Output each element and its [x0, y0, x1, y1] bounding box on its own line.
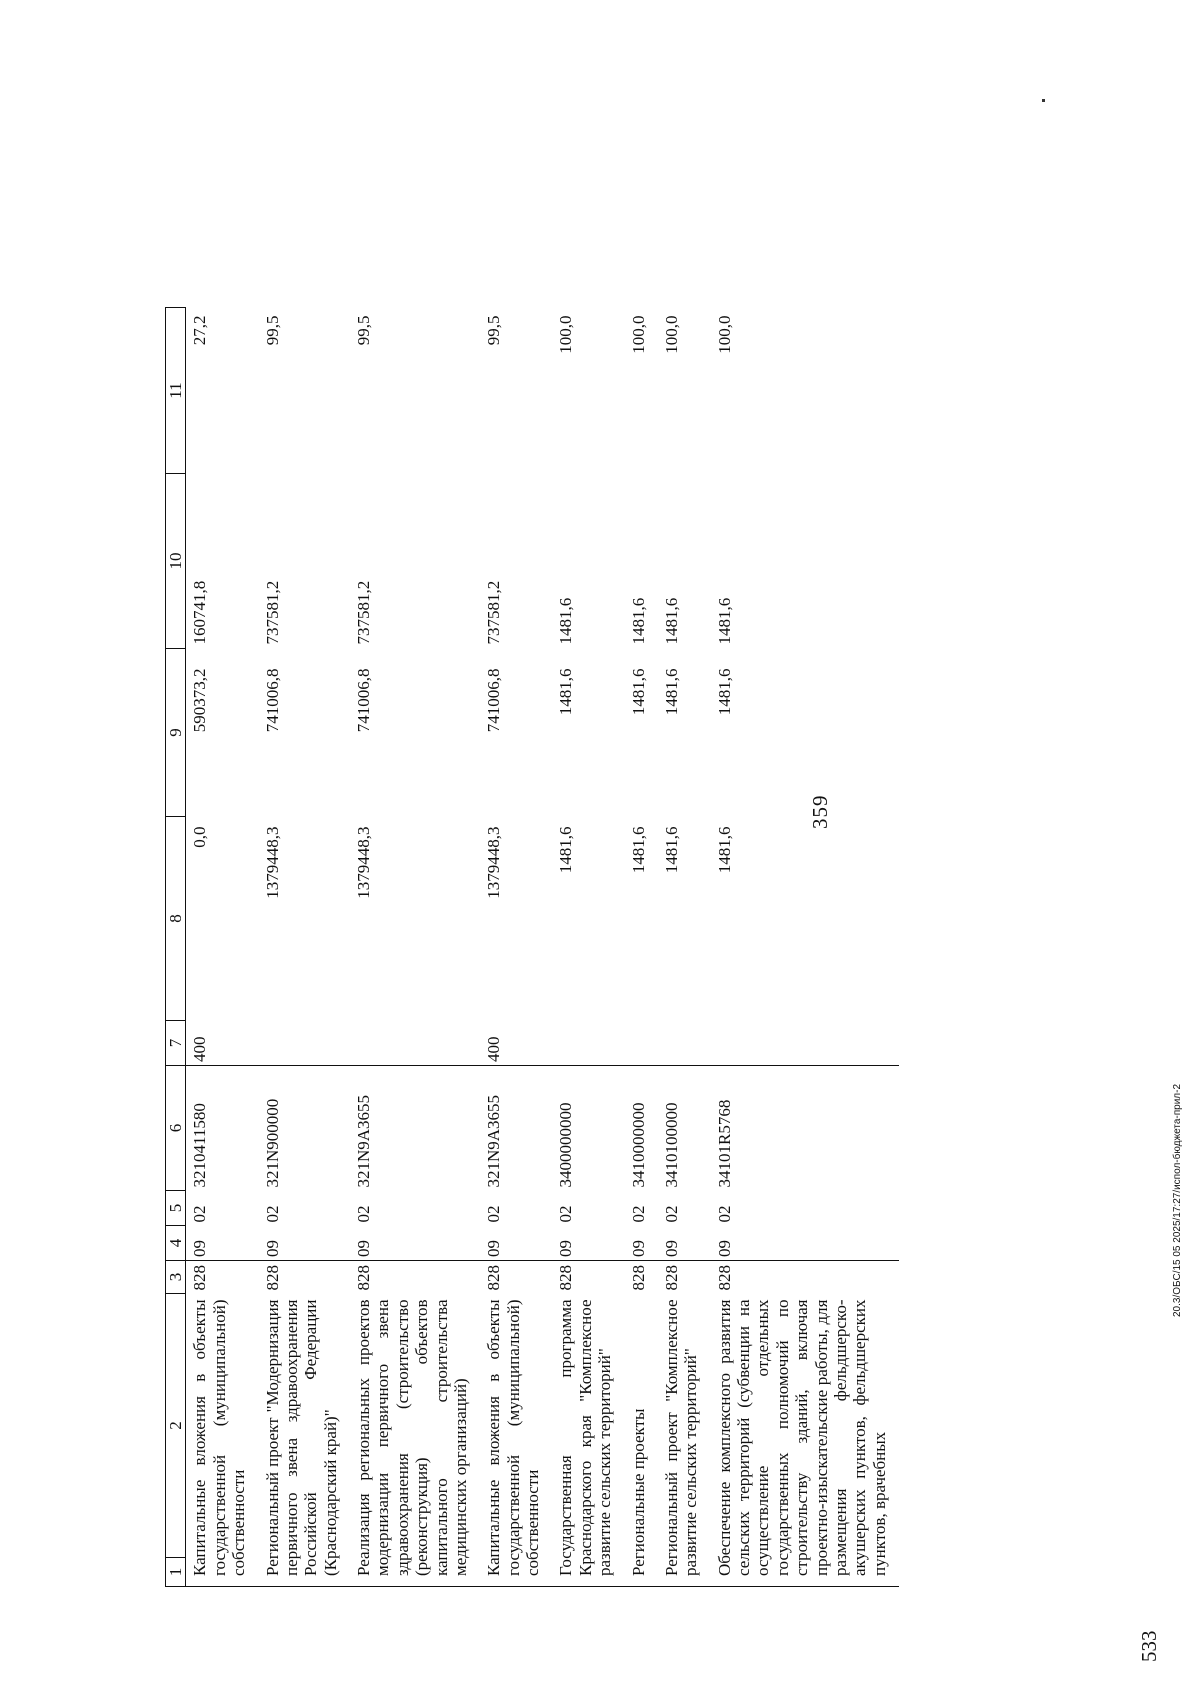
- row-name: Капитальные вложения в объекты государственной (муниципальной) собственности: [186, 1294, 259, 1587]
- row-name: Региональные проекты: [625, 1294, 658, 1587]
- cell-col9: 1481,6: [661, 668, 681, 716]
- cell-col6: 3410000000: [628, 1102, 648, 1188]
- cell-col9: 1481,6: [628, 668, 648, 716]
- cell-col3: 828: [552, 1261, 624, 1294]
- cell-col3: 828: [259, 1261, 351, 1294]
- cell-col3: 828: [625, 1261, 658, 1294]
- col-header-1: 1: [166, 1558, 186, 1587]
- cell-col10: 1481,6: [556, 597, 576, 645]
- cell-col7: 400: [480, 1021, 552, 1066]
- cell-col10: 737581,2: [262, 580, 282, 645]
- cell-col5: 02: [484, 1205, 504, 1223]
- table-row: [658, 308, 711, 1587]
- cell-col5: 02: [262, 1205, 282, 1223]
- row-name: Государственная программа Краснодарского края "Комплексное развитие сельских территорий": [552, 1294, 624, 1587]
- header-row: [166, 308, 186, 1587]
- cell-col6: 321N9A3655: [354, 1094, 373, 1188]
- cell-col4: 09: [556, 1240, 576, 1257]
- cell-col7: [259, 1021, 351, 1066]
- cell-col4: 09: [262, 1240, 282, 1257]
- table-row: [186, 308, 259, 1587]
- cell-col4: 09: [190, 1240, 210, 1257]
- cell-col7: 400: [186, 1021, 259, 1066]
- table-row: [711, 308, 899, 1587]
- cell-col3: 828: [711, 1261, 899, 1294]
- cell-col9: 741006,8: [354, 668, 373, 733]
- col-header-7: 7: [166, 1021, 186, 1066]
- page-number-bottom: 533: [1137, 1630, 1161, 1662]
- cell-col8: 1379448,3: [262, 826, 282, 899]
- cell-col3: 828: [350, 1261, 480, 1294]
- col-header-10: 10: [166, 474, 186, 649]
- cell-col11: 99,5: [484, 315, 504, 346]
- cell-col10: 1481,6: [661, 597, 681, 645]
- cell-col4: 09: [484, 1240, 504, 1257]
- cell-col4: 09: [628, 1240, 648, 1257]
- row-name: Капитальные вложения в объекты государственной (муниципальной) собственности: [480, 1294, 552, 1587]
- cell-col6: 34101R5768: [714, 1099, 734, 1188]
- footer-code: 20.3/ОБС/15 05 2025/17:27/испол-бюджета-прил-2: [1172, 1083, 1183, 1317]
- row-name: Региональный проект "Комплексное развитие сельских территорий": [658, 1294, 711, 1587]
- cell-col8: 1379448,3: [484, 826, 504, 899]
- cell-col5: 02: [556, 1205, 576, 1223]
- cell-col7: [350, 1021, 480, 1066]
- cell-col9: 1481,6: [714, 668, 734, 716]
- col-header-8: 8: [166, 817, 186, 1021]
- cell-col8: 1481,6: [628, 826, 648, 874]
- cell-col5: 02: [190, 1205, 210, 1223]
- cell-col11: 99,5: [262, 315, 282, 346]
- cell-col6: 321N9A3655: [484, 1094, 504, 1188]
- cell-col10: 160741,8: [190, 580, 210, 645]
- scan-mark: [1042, 99, 1045, 102]
- cell-col8: 0,0: [190, 826, 210, 848]
- cell-col9: 741006,8: [484, 668, 504, 733]
- table-row: [480, 308, 552, 1587]
- cell-col8: 1481,6: [661, 826, 681, 874]
- cell-col6: 321N900000: [262, 1098, 282, 1188]
- cell-col11: 100,0: [628, 315, 648, 354]
- col-header-2: 2: [166, 1294, 186, 1558]
- table-row: [552, 308, 624, 1587]
- cell-col11: 27,2: [190, 315, 210, 346]
- cell-col5: 02: [628, 1205, 648, 1223]
- cell-col8: 1481,6: [556, 826, 576, 874]
- cell-col3: 828: [658, 1261, 711, 1294]
- cell-col10: 737581,2: [354, 580, 373, 645]
- table-row: [350, 308, 480, 1587]
- col-header-11: 11: [166, 308, 186, 474]
- cell-col4: 09: [661, 1240, 681, 1257]
- row-name: Региональный проект "Модернизация первичного звена здравоохранения Российской Федерации (Краснодарский край)": [259, 1294, 351, 1587]
- cell-col8: 1481,6: [714, 826, 734, 874]
- col-header-3: 3: [166, 1261, 186, 1294]
- table-row: [259, 308, 351, 1587]
- cell-col11: 99,5: [354, 315, 373, 346]
- cell-col9: 590373,2: [190, 668, 210, 733]
- cell-col11: 100,0: [556, 315, 576, 354]
- cell-col7: [658, 1021, 711, 1066]
- cell-col10: 1481,6: [714, 597, 734, 645]
- cell-col10: 1481,6: [628, 597, 648, 645]
- cell-col4: 09: [714, 1240, 734, 1257]
- cell-col5: 02: [714, 1205, 734, 1223]
- table-row: [625, 308, 658, 1587]
- cell-col9: 1481,6: [556, 668, 576, 716]
- budget-table: [165, 307, 899, 1587]
- cell-col11: 100,0: [714, 315, 734, 354]
- col-header-5: 5: [166, 1191, 186, 1226]
- cell-col7: [552, 1021, 624, 1066]
- cell-col7: [625, 1021, 658, 1066]
- table-body: [186, 308, 899, 1587]
- cell-col11: 100,0: [661, 315, 681, 354]
- cell-col3: 828: [186, 1261, 259, 1294]
- cell-col6: 3210411580: [190, 1103, 210, 1188]
- col-header-6: 6: [166, 1066, 186, 1191]
- cell-col6: 3400000000: [556, 1102, 576, 1188]
- row-name: Обеспечение комплексного развития сельских территорий (субвенции на осуществление отдельных государственных полномочий по строительству зданий, включая проектно-изыскательские работы, для размещения фельдшерско-акушерских пунктов, фельдшерских пунктов, врачебных: [711, 1294, 899, 1587]
- cell-col5: 02: [661, 1205, 681, 1223]
- page-number-top: 359: [808, 794, 832, 829]
- cell-col6: 3410100000: [661, 1102, 681, 1188]
- cell-col4: 09: [354, 1240, 373, 1257]
- col-header-9: 9: [166, 649, 186, 817]
- cell-col5: 02: [354, 1205, 373, 1223]
- cell-col7: [711, 1021, 899, 1066]
- cell-col3: 828: [480, 1261, 552, 1294]
- cell-col8: 1379448,3: [354, 826, 373, 899]
- cell-col9: 741006,8: [262, 668, 282, 733]
- row-name: Реализация региональных проектов модернизации первичного звена здравоохранения (строительство (реконструкция) объектов капитального строительства медицинских организаций): [350, 1294, 480, 1587]
- col-header-4: 4: [166, 1226, 186, 1261]
- cell-col10: 737581,2: [484, 580, 504, 645]
